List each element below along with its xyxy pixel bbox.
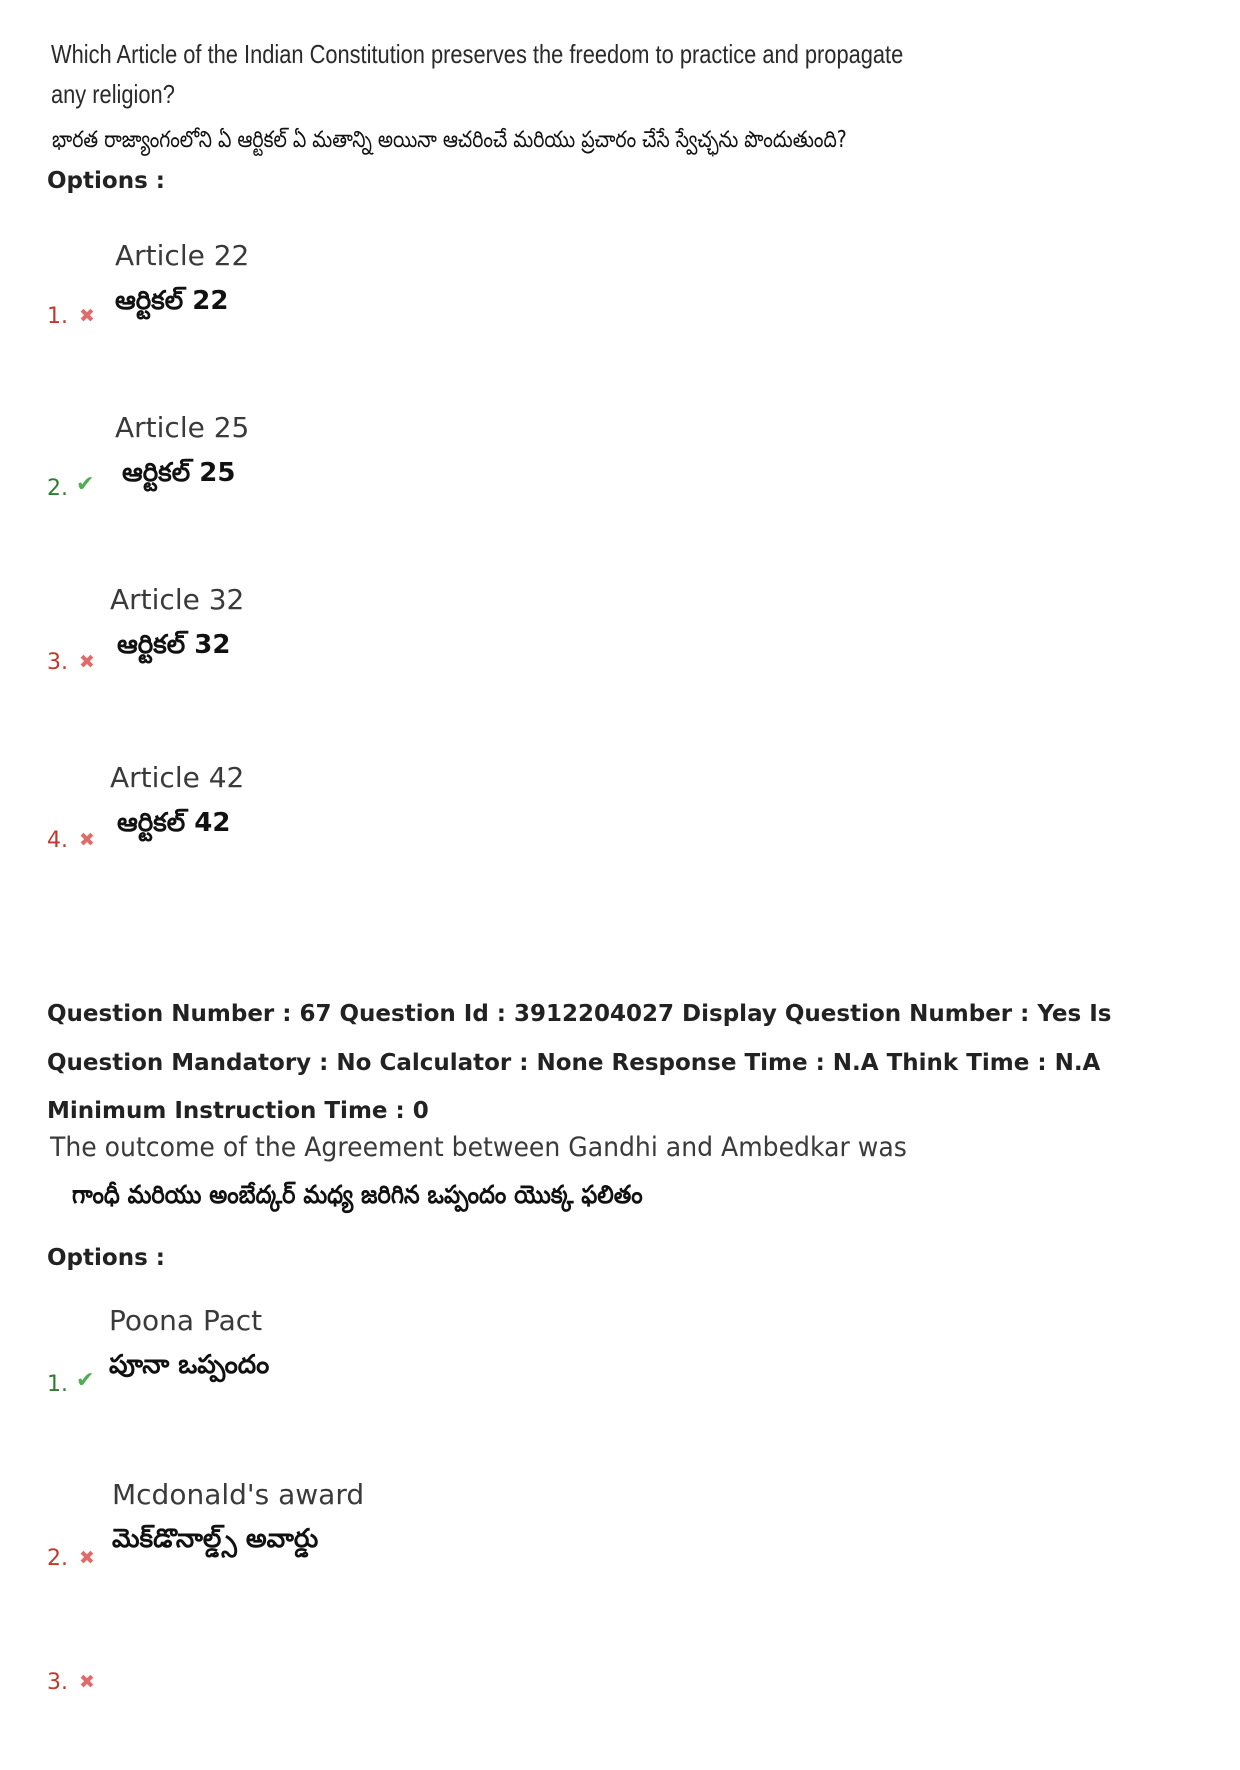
option-text-telugu: ఆర్టికల్ 25 — [122, 458, 236, 488]
option-text-english: Mcdonald's award — [112, 1478, 365, 1511]
question-metadata: Question Number : 67 Question Id : 3912204027 Display Question Number : Yes Is Question Mandatory : No Calculator : None Response Time : N.A Think Time : N.A Minimum Instruction Time : 0 — [47, 1001, 1112, 1124]
options-heading: Options : — [47, 1245, 165, 1271]
option-text-english: Article 25 — [115, 411, 250, 444]
option-item — [0, 212, 1240, 342]
option-item — [0, 1292, 1240, 1422]
option-number: 2. — [47, 476, 68, 501]
option-text-english: Article 22 — [115, 239, 250, 272]
option-text-english: Poona Pact — [109, 1304, 263, 1337]
option-number: 3. — [47, 1670, 68, 1695]
option-text-english: Article 32 — [110, 583, 245, 616]
option-item — [0, 1466, 1240, 1596]
option-number: 1. — [47, 304, 68, 329]
cross-icon: ✖ — [79, 1547, 95, 1569]
question-text-english: Which Article of the Indian Constitution preserves the freedom to practice and propagate any religion? — [51, 39, 904, 109]
option-item — [0, 556, 1240, 686]
question-text-english: The outcome of the Agreement between Gandhi and Ambedkar was — [50, 1132, 907, 1163]
option-number: 4. — [47, 828, 68, 853]
option-item — [0, 384, 1240, 514]
question-text-telugu: గాంధీ మరియు అంబేద్కర్ మధ్య జరిగిన ఒప్పందం యొక్క ఫలితం — [72, 1180, 643, 1209]
option-number: 2. — [47, 1546, 68, 1571]
option-item — [0, 734, 1240, 864]
cross-icon: ✖ — [79, 1671, 95, 1693]
option-text-telugu: పూనా ఒప్పందం — [109, 1350, 270, 1380]
option-text-english: Article 42 — [110, 761, 245, 794]
options-heading: Options : — [47, 168, 165, 194]
option-text-telugu: ఆర్టికల్ 42 — [117, 808, 231, 838]
question-text-telugu: భారత రాజ్యాంగంలోని ఏ ఆర్టికల్ ఏ మతాన్ని అయినా ఆచరించే మరియు ప్రచారం చేసే స్వేచ్ఛను పొందుతుంది? — [52, 127, 847, 153]
cross-icon: ✖ — [79, 305, 95, 327]
option-item — [0, 1640, 1240, 1770]
option-text-telugu: మెక్‌డొనాల్డ్స్ అవార్డు — [112, 1524, 319, 1554]
option-number: 1. — [47, 1372, 68, 1397]
checkmark-icon: ✔ — [76, 1368, 95, 1393]
option-text-telugu: ఆర్టికల్ 22 — [115, 286, 229, 316]
checkmark-icon: ✔ — [76, 472, 95, 497]
option-text-telugu: ఆర్టికల్ 32 — [117, 630, 231, 660]
cross-icon: ✖ — [79, 651, 95, 673]
option-number: 3. — [47, 650, 68, 675]
cross-icon: ✖ — [79, 829, 95, 851]
